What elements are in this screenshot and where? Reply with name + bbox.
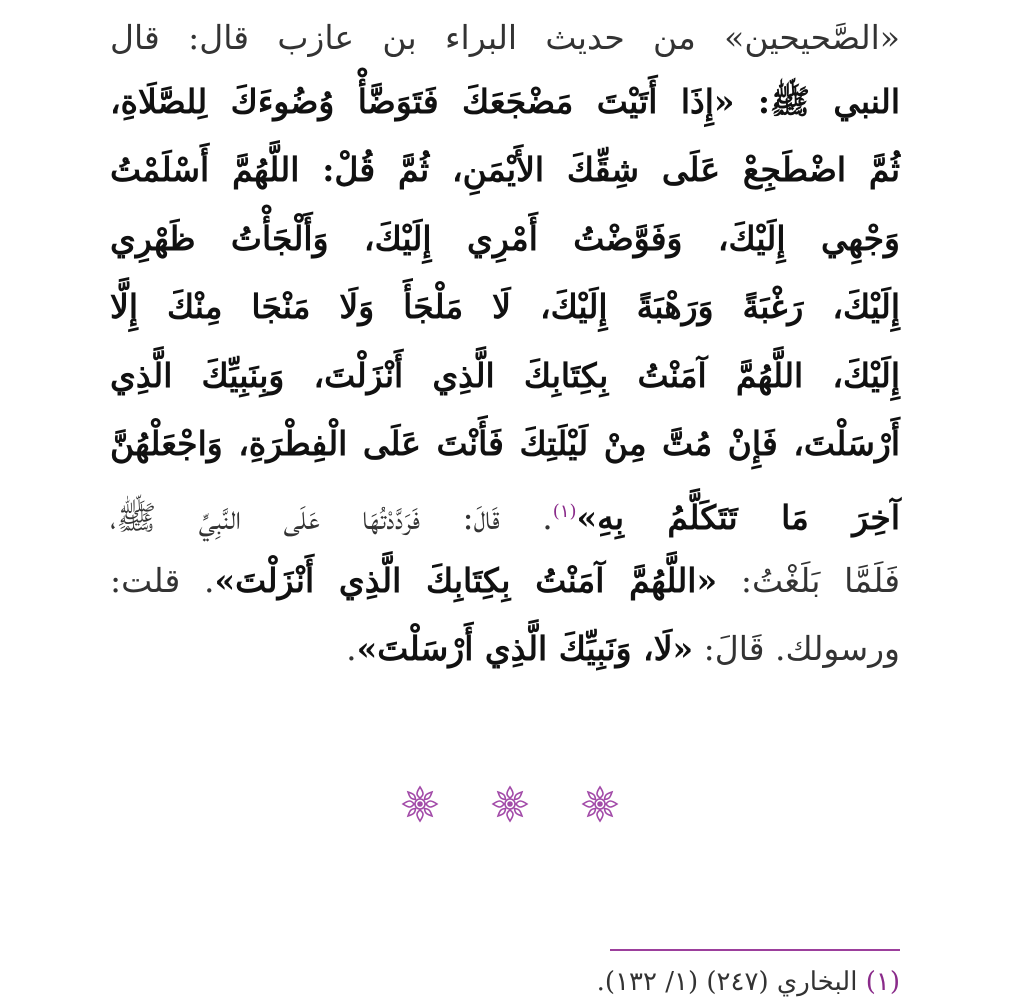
rosette-icon [490, 784, 530, 824]
text-line-9-quote: «اللَّهُمَّ آمَنْتُ بِكِتَابِكَ الَّذِي أَنْزَلْتَ» [214, 560, 718, 600]
text-line-10-end: . [346, 629, 357, 669]
footnote [480, 964, 900, 1000]
text-line-2-content: النبي ﷺ: «إِذَا أَتَيْتَ مَضْجَعَكَ فَتَوَضَّأْ وُضُوءَكَ لِلصَّلَاةِ، [110, 82, 900, 121]
text-line-8-rest: . قَالَ: فَرَدَّدْتُهَا عَلَى النَّبِيِّ ﷺ، [110, 498, 553, 538]
text-line-9 [110, 547, 900, 615]
text-line-2 [110, 68, 900, 136]
section-divider-ornament [400, 782, 620, 826]
text-line-7: أَرْسَلْتَ، فَإِنْ مُتَّ مِنْ لَيْلَتِكَ فَأَنْتَ عَلَى الْفِطْرَةِ، وَاجْعَلْهُنَّ [110, 423, 900, 463]
text-line-3: ثُمَّ اضْطَجِعْ عَلَى شِقِّكَ الأَيْمَنِ، ثُمَّ قُلْ: اللَّهُمَّ أَسْلَمْتُ [110, 150, 900, 190]
rosette-icon [580, 784, 620, 824]
footnote-text: البخاري (٢٤٧) (١/ ١٣٢). [596, 967, 858, 997]
text-line-4: وَجْهِي إِلَيْكَ، وَفَوَّضْتُ أَمْرِي إِلَيْكَ، وَأَلْجَأْتُ ظَهْرِي [110, 218, 900, 258]
text-line-8 [110, 478, 900, 546]
text-line-1: «الصَّحيحين» من حديث البراء بن عازب قال: قال [110, 18, 900, 57]
footnote-divider [610, 949, 900, 951]
footnote-number: (١) [865, 967, 900, 997]
rosette-icon [400, 784, 440, 824]
text-line-10-quote: «لَا، وَنَبِيِّكَ الَّذِي أَرْسَلْتَ» [356, 629, 694, 669]
text-line-10-start: ورسولك. قَالَ: [693, 629, 900, 669]
hadith-text [110, 0, 900, 684]
footnote-reference[interactable]: (١) [552, 501, 577, 523]
text-line-10 [110, 615, 900, 683]
text-line-9-start: فَلَمَّا بَلَغْتُ: [717, 560, 901, 600]
text-line-5: إِلَيْكَ، رَغْبَةً وَرَهْبَةً إِلَيْكَ، لَا مَلْجَأَ وَلَا مَنْجَا مِنْكَ إِلَّا [110, 287, 900, 327]
text-line-6: إِلَيْكَ، اللَّهُمَّ آمَنْتُ بِكِتَابِكَ الَّذِي أَنْزَلْتَ، وَبِنَبِيِّكَ الَّذِي [110, 355, 900, 395]
text-line-8-quote: آخِرَ مَا تَتَكَلَّمُ بِهِ» [576, 498, 900, 538]
text-line-9-end: . قلت: [110, 560, 215, 600]
